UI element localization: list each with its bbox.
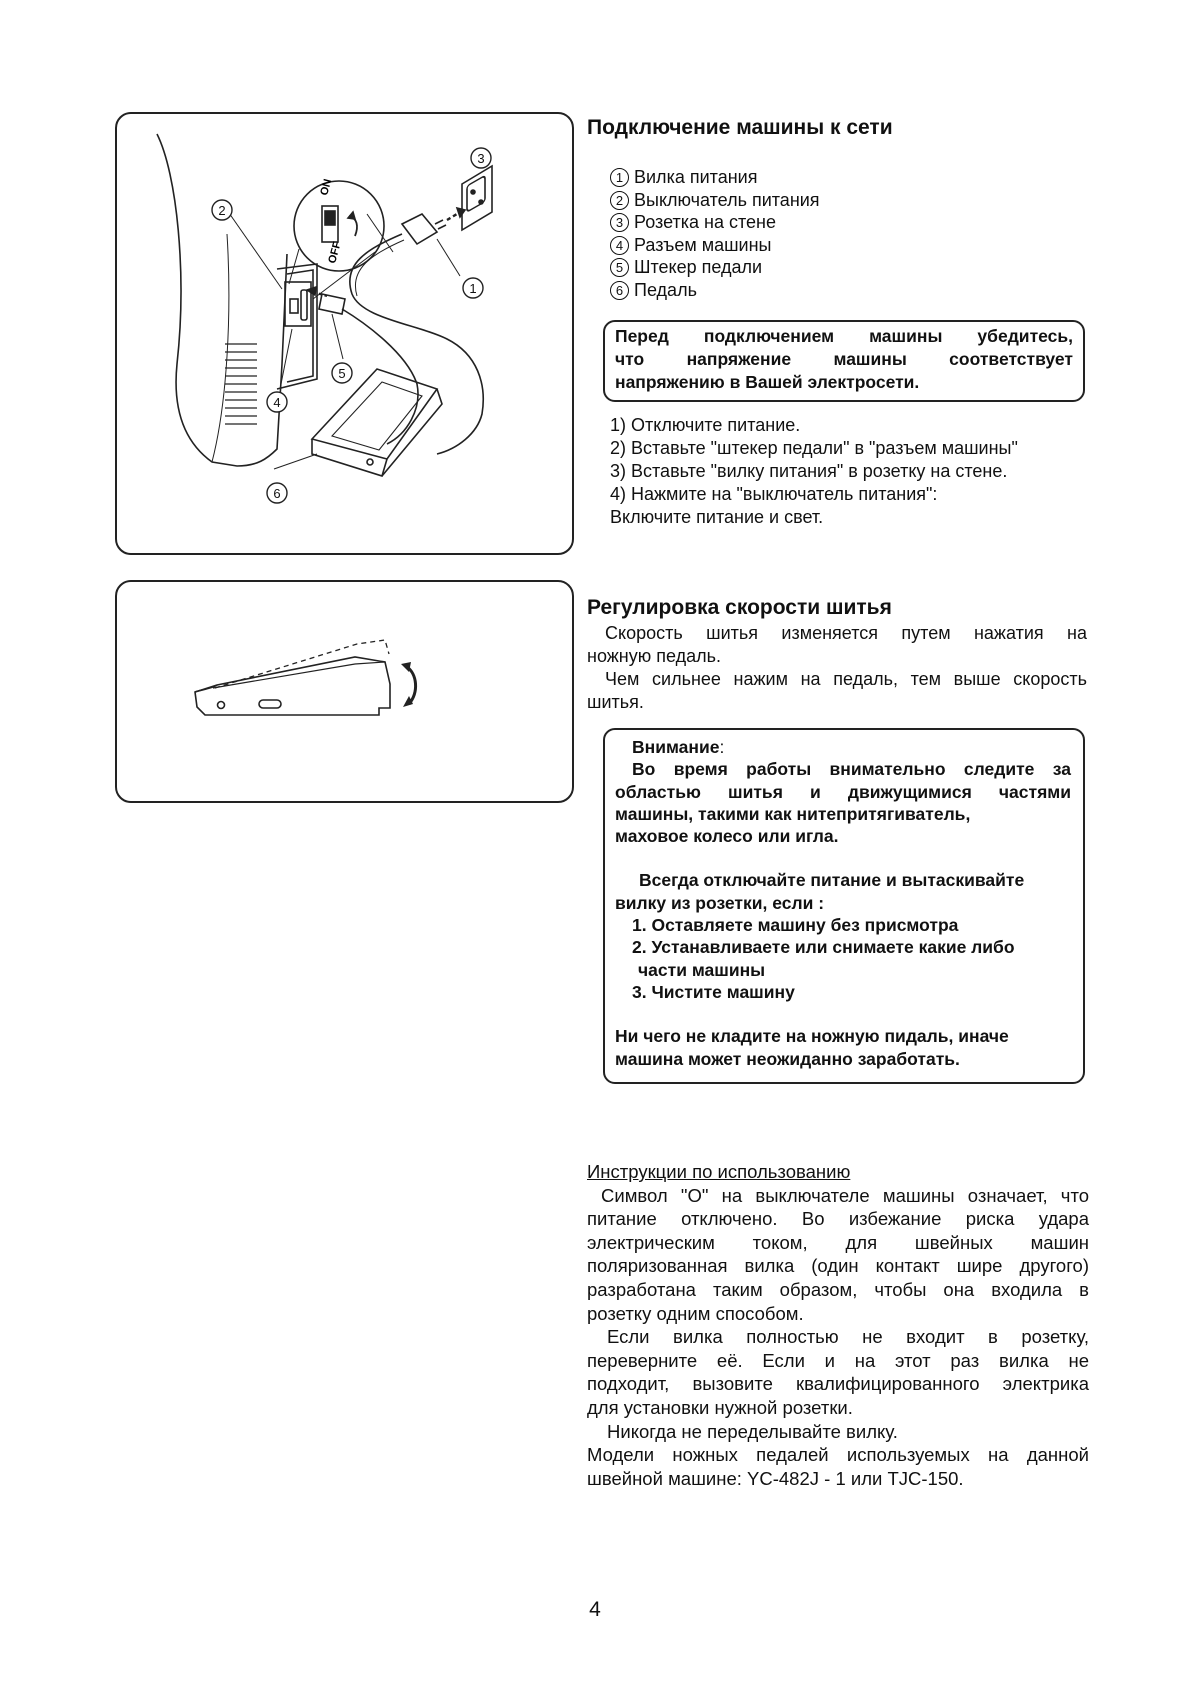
instructions-title: Инструкции по использованию	[587, 1161, 851, 1182]
callout-1: 1	[469, 281, 477, 296]
legend-item: 3 Розетка на стене	[610, 211, 820, 234]
step-item: Включите питание и свет.	[610, 507, 824, 527]
section2-title: Регулировка скорости шитья	[587, 596, 892, 619]
legend-item: 2 Выключатель питания	[610, 189, 820, 212]
step-item: 1) Отключите питание.	[610, 415, 801, 435]
section1-title: Подключение машины к сети	[587, 116, 893, 139]
switch-on-label: ON	[318, 177, 335, 197]
speed-paragraph-2: Чем сильнее нажим на педаль, тем выше скорость шитья.	[587, 669, 1087, 712]
voltage-warning-box: Перед подключением машины убедитесь, что напряжение машины соответствует напряжению в Вашей электросети.	[603, 320, 1085, 402]
callout-5: 5	[338, 366, 346, 381]
connection-steps	[610, 414, 1018, 529]
callout-2: 2	[218, 203, 226, 218]
attention-item: 2. Устанавливаете или снимаете какие либо	[632, 937, 1015, 958]
page-number: 4	[589, 1598, 601, 1621]
foot-pedal	[312, 369, 437, 459]
power-plug	[402, 214, 437, 244]
legend-item: 6 Педаль	[610, 279, 820, 302]
connection-illustration	[117, 114, 572, 553]
attention-item: 1. Оставляете машину без присмотра	[632, 915, 959, 936]
power-cord	[350, 234, 483, 454]
legend-item: 5 Штекер педали	[610, 256, 820, 279]
pedal-illustration	[117, 582, 572, 801]
attention-box: Внимание: Во время работы внимательно следите за областью шитья и движущимися частями машины, такими как нитепритягиватель, маховое колесо или игла. Всегда отключайте питание и вытаскивайте вилку из розетки, если : 1. Оставляете машину без присмотра 2. Устанавливаете или снимаете какие либо части машины 3. Чистите машину Ни чего не кладите на ножную пидаль, иначе машина может неожиданно заработать.	[603, 728, 1085, 1084]
attention-item: части машины	[638, 959, 766, 980]
callout-6: 6	[273, 486, 281, 501]
attention-item: 3. Чистите машину	[632, 981, 795, 1002]
callout-4: 4	[273, 395, 281, 410]
legend-item: 1 Вилка питания	[610, 166, 820, 189]
step-item: 4) Нажмите на "выключатель питания":	[610, 484, 938, 504]
legend-item: 4 Разъем машины	[610, 234, 820, 257]
step-item: 2) Вставьте "штекер педали" в "разъем машины"	[610, 438, 1018, 458]
pedal-plug	[319, 294, 345, 314]
figure-connection-frame	[115, 112, 574, 555]
machine-vents	[225, 344, 257, 424]
legend-list	[610, 166, 820, 301]
pedal-cord	[342, 309, 418, 444]
attention-heading: Внимание:	[632, 737, 725, 757]
speed-paragraph-1: Скорость шитья изменяется путем нажатия на ножную педаль.	[587, 623, 1087, 666]
callout-3: 3	[477, 151, 485, 166]
switch-off-label: OFF	[326, 240, 344, 265]
step-item: 3) Вставьте "вилку питания" в розетку на стене.	[610, 461, 1008, 481]
figure-pedal-frame	[115, 580, 574, 803]
machine-body	[157, 134, 287, 466]
usage-instructions: Инструкции по использованию Символ "O" на выключателе машины означает, что питание отключено. Во избежание риска удара электрическим током, для швейных машин поляризованная вилка (один контакт шире другого) разработана таким образом, чтобы она входила в розетку одним способом. Если вилка полностью не входит в розетку, переверните её. Если и на этот раз вилка не подходит, вызовите квалифицированного электрика для установки нужной розетки. Никогда не переделывайте вилку. Модели ножных педалей используемых на данной швейной машине: YC-482J - 1 или TJC-150.	[587, 1161, 1089, 1489]
